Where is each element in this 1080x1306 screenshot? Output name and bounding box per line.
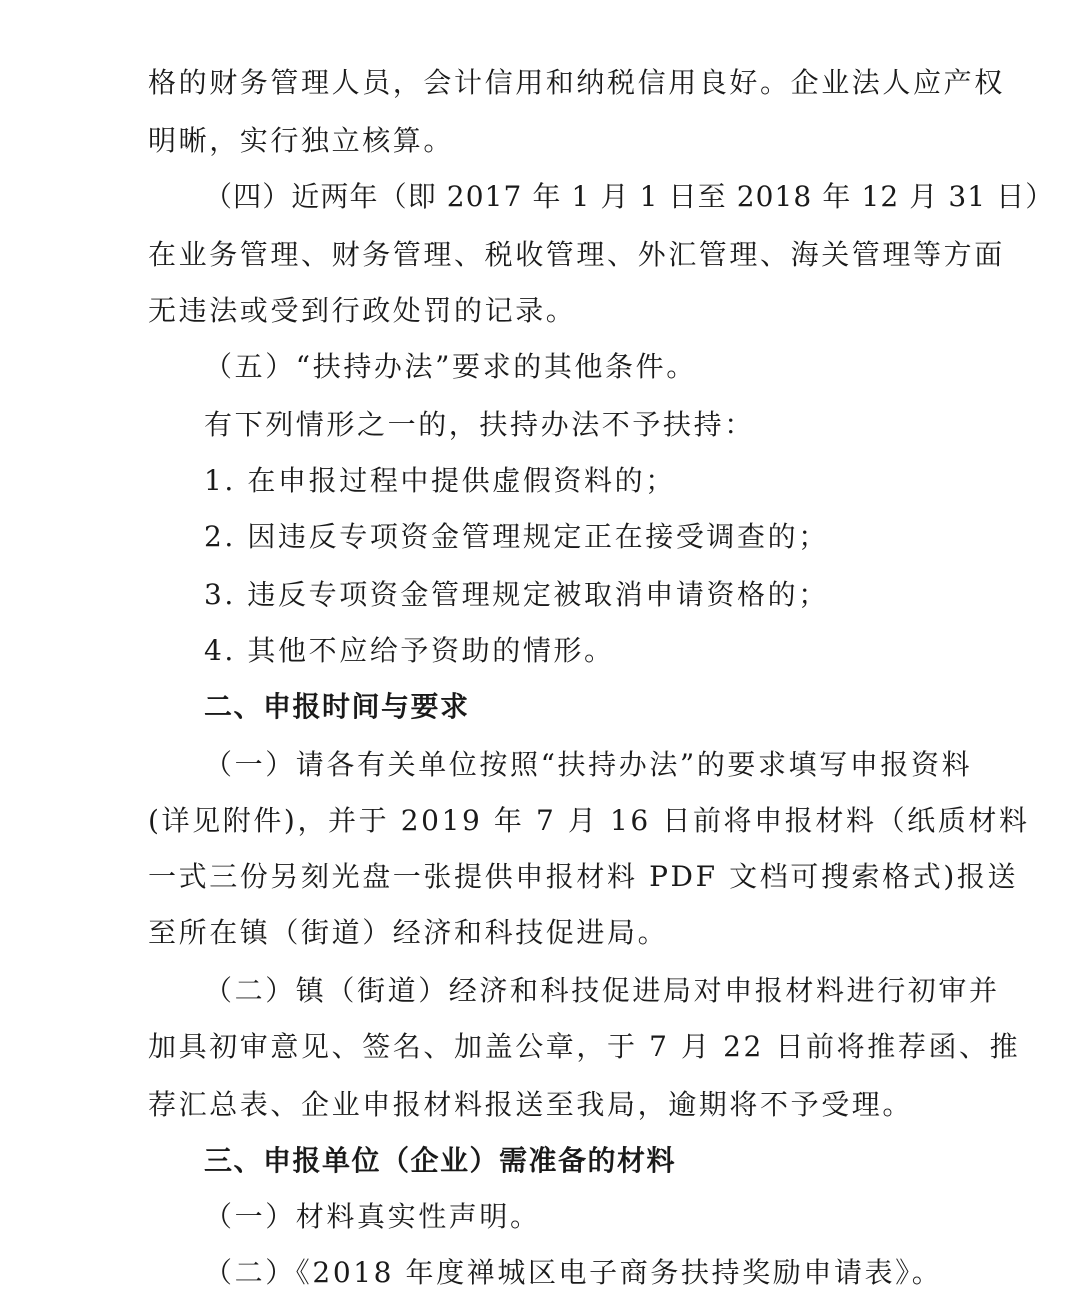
paragraph-line: 一式三份另刻光盘一张提供申报材料 PDF 文档可搜索格式)报送	[148, 860, 1019, 893]
paragraph-line: 加具初审意见、签名、加盖公章，于 7 月 22 日前将推荐函、推	[148, 1030, 1021, 1063]
paragraph-line: （五）“扶持办法”要求的其他条件。	[204, 350, 697, 383]
paragraph-line: (详见附件)，并于 2019 年 7 月 16 日前将申报材料（纸质材料	[148, 804, 1030, 837]
paragraph-line: （二）镇（街道）经济和科技促进局对申报材料进行初审并	[204, 974, 1000, 1007]
paragraph-line: （一）材料真实性声明。	[204, 1200, 541, 1233]
paragraph-line: 在业务管理、财务管理、税收管理、外汇管理、海关管理等方面	[148, 238, 1005, 271]
paragraph-line: 荐汇总表、企业申报材料报送至我局，逾期将不予受理。	[148, 1088, 914, 1121]
list-item: 2. 因违反专项资金管理规定正在接受调查的；	[204, 520, 829, 553]
list-item: 1. 在申报过程中提供虚假资料的；	[204, 464, 676, 497]
paragraph-line: 明晰，实行独立核算。	[148, 124, 455, 157]
paragraph-line: 有下列情形之一的，扶持办法不予扶持：	[204, 408, 755, 441]
paragraph-line: 无违法或受到行政处罚的记录。	[148, 294, 577, 327]
paragraph-line: （四）近两年（即 2017 年 1 月 1 日至 2018 年 12 月 31 日）	[204, 180, 1055, 213]
paragraph-line: 格的财务管理人员，会计信用和纳税信用良好。企业法人应产权	[148, 66, 1005, 99]
section-heading: 三、申报单位（企业）需准备的材料	[204, 1144, 677, 1177]
paragraph-line: 至所在镇（街道）经济和科技促进局。	[148, 916, 669, 949]
paragraph-line: （二）《2018 年度禅城区电子商务扶持奖励申请表》。	[204, 1256, 943, 1289]
list-item: 3. 违反专项资金管理规定被取消申请资格的；	[204, 578, 829, 611]
list-item: 4. 其他不应给予资助的情形。	[204, 634, 615, 667]
paragraph-line: （一）请各有关单位按照“扶持办法”的要求填写申报资料	[204, 748, 973, 781]
section-heading: 二、申报时间与要求	[204, 690, 470, 723]
